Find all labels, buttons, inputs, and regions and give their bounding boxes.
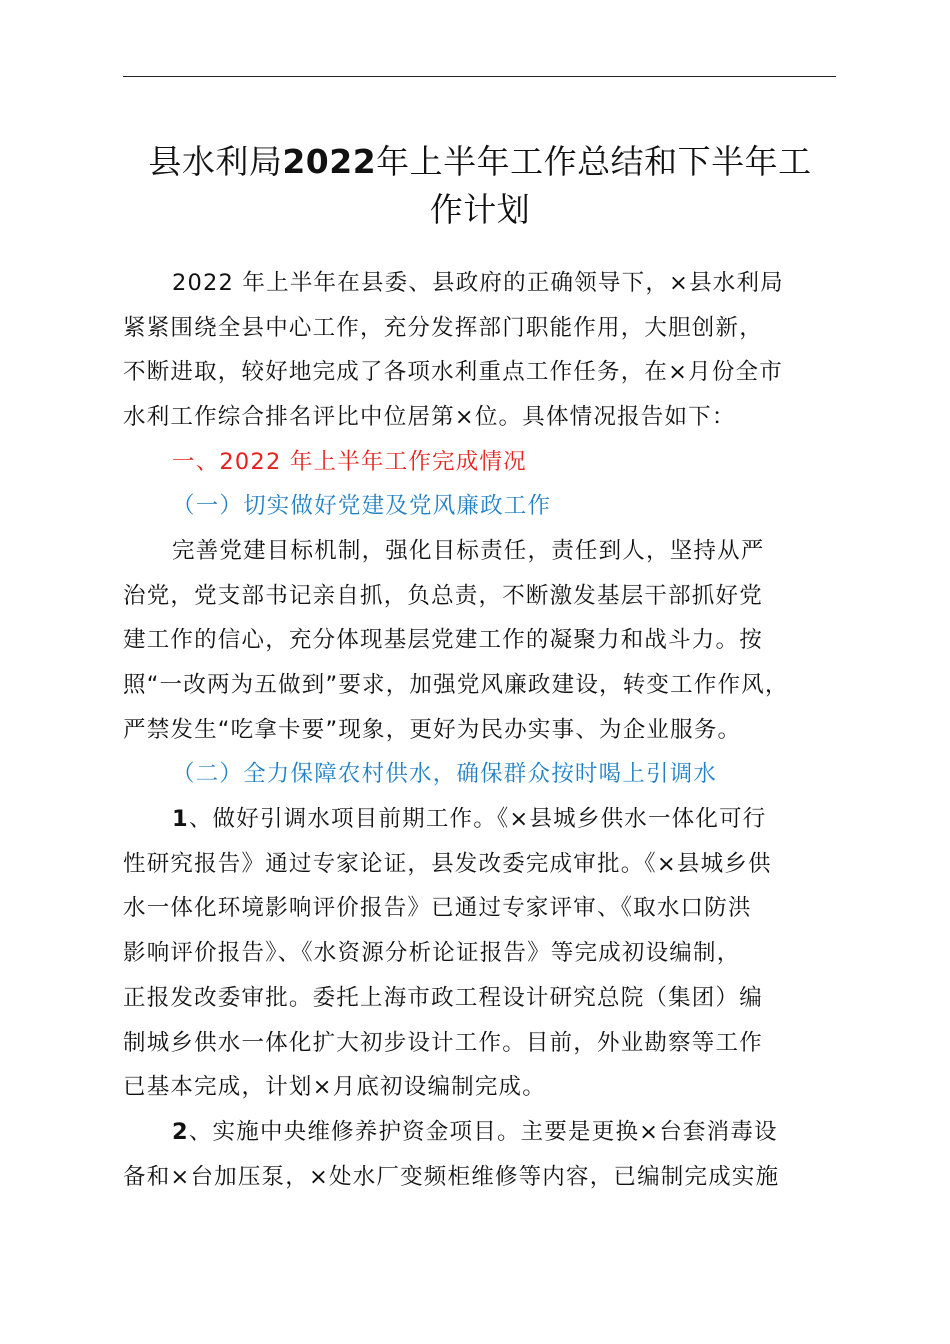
document-title (110, 138, 850, 234)
paragraph-line: 完善党建目标机制，强化目标责任，责任到人，坚持从严 (172, 538, 765, 564)
item-2-paragraph (123, 1110, 838, 1199)
paragraph-line: 备和×台加压泵，×处水厂变频柜维修等内容，已编制完成实施 (123, 1163, 780, 1190)
title-line-2: 作计划 (429, 190, 531, 229)
paragraph-line: 照“一改两为五做到”要求，加强党风廉政建设，转变工作作风， (123, 672, 789, 699)
paragraph-line: 水一体化环境影响评价报告》已通过专家评审、《取水口防洪 (123, 895, 752, 922)
subsection-heading (123, 752, 838, 797)
subsection-1-heading: （一）切实做好党建及党风廉政工作 (172, 493, 552, 519)
item-number: 2 (172, 1119, 189, 1145)
paragraph-line: 严禁发生“吃拿卡要”现象，更好为民办实事、为企业服务。 (123, 716, 742, 743)
subsection-heading (123, 484, 838, 529)
section-1-heading: 一、2022 年上半年工作完成情况 (172, 449, 527, 475)
item-number: 1 (172, 806, 189, 832)
section-heading (123, 440, 838, 485)
paragraph-line: 紧紧围绕全县中心工作，充分发挥部门职能作用，大胆创新， (123, 314, 763, 341)
subsection-1-paragraph (123, 529, 838, 753)
paragraph-line: 1、做好引调水项目前期工作。《×县城乡供水一体化可行 (172, 806, 767, 832)
header-rule (123, 76, 836, 77)
paragraph-line: 不断进取，较好地完成了各项水利重点工作任务，在×月份全市 (123, 359, 783, 386)
intro-paragraph (123, 261, 838, 440)
item-1-paragraph (123, 797, 838, 1110)
paragraph-line: 建工作的信心，充分体现基层党建工作的凝聚力和战斗力。按 (123, 627, 763, 654)
title-line-1: 县水利局2022年上半年工作总结和下半年工 (148, 142, 812, 181)
paragraph-line: 水利工作综合排名评比中位居第×位。具体情况报告如下： (123, 404, 736, 431)
paragraph-line: 性研究报告》通过专家论证，县发改委完成审批。《×县城乡供 (123, 850, 772, 877)
paragraph-line: 2、实施中央维修养护资金项目。主要是更换×台套消毒设 (172, 1119, 778, 1145)
paragraph-line: 2022 年上半年在县委、县政府的正确领导下，×县水利局 (172, 270, 784, 296)
subsection-2-heading: （二）全力保障农村供水，确保群众按时喝上引调水 (172, 761, 718, 787)
paragraph-line: 治党，党支部书记亲自抓，负总责，不断激发基层干部抓好党 (123, 582, 763, 609)
paragraph-line: 正报发改委审批。委托上海市政工程设计研究总院（集团）编 (123, 984, 763, 1011)
paragraph-line: 影响评价报告》、《水资源分析论证报告》等完成初设编制， (123, 940, 741, 967)
paragraph-line: 已基本完成，计划×月底初设编制完成。 (123, 1074, 546, 1101)
paragraph-line: 制城乡供水一体化扩大初步设计工作。目前，外业勘察等工作 (123, 1029, 763, 1056)
